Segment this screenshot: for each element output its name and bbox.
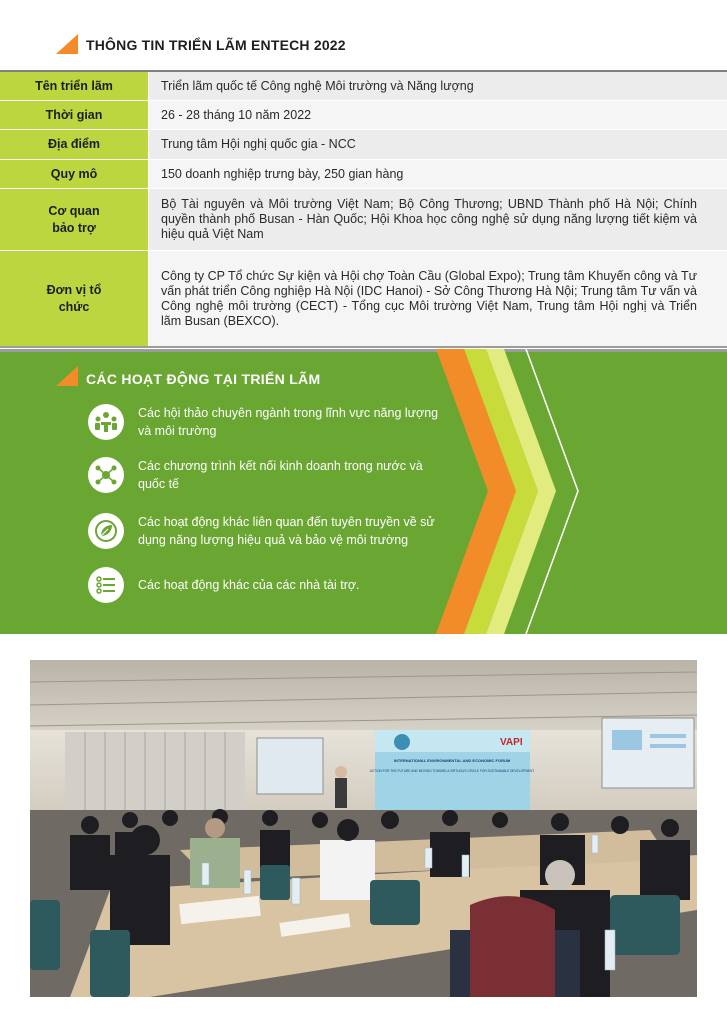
activity-item	[88, 567, 448, 607]
info-table	[0, 70, 727, 348]
conference-photo	[30, 660, 697, 997]
activity-text: Các hoạt động khác liên quan đến tuyên truyền về sử dụng năng lượng hiệu quả và bảo vệ môi trường	[138, 515, 435, 547]
info-row-name	[0, 70, 727, 101]
info-label: Địa điểm	[0, 130, 148, 159]
network-icon	[88, 457, 124, 493]
info-label: Cơ quan bảo trợ	[0, 189, 148, 250]
info-label: Tên triển lãm	[0, 72, 148, 100]
info-value: Triển lãm quốc tế Công nghệ Môi trường và Năng lượng	[148, 72, 727, 100]
info-value: 150 doanh nghiệp trưng bày, 250 gian hàng	[148, 160, 727, 188]
activity-item	[88, 404, 448, 444]
activity-text: Các hội thảo chuyên ngành trong lĩnh vực năng lượng và môi trường	[138, 406, 439, 438]
activity-text: Các chương trình kết nối kinh doanh trong nước và quốc tế	[138, 459, 423, 491]
banner-title: INTERNATIONAL ENVIRONMENTAL AND ECONOMIC FORUM	[393, 758, 511, 763]
banner-subtitle: ACTION FOR THE FUTURE AND MOVING TOWARD A VIRTUOUS CIRCLE FOR SUSTAINABLE DEVELOPMENT	[369, 769, 535, 773]
activities-section	[0, 349, 727, 634]
info-label: Thời gian	[0, 101, 148, 129]
orange-triangle-icon	[56, 34, 78, 54]
list-icon	[88, 567, 124, 603]
info-label: Đơn vị tổ chức	[0, 251, 148, 346]
page-header	[0, 0, 727, 70]
info-row-time	[0, 101, 727, 130]
conference-illustration	[30, 660, 697, 997]
page-title: THÔNG TIN TRIỂN LÃM ENTECH 2022	[86, 37, 346, 53]
info-row-sponsor	[0, 189, 727, 251]
meeting-icon	[88, 404, 124, 440]
info-row-organizer	[0, 251, 727, 348]
activity-text: Các hoạt động khác của các nhà tài trợ.	[138, 578, 360, 592]
banner-logo: VAPI	[500, 737, 523, 748]
section-title: CÁC HOẠT ĐỘNG TẠI TRIỂN LÃM	[86, 371, 321, 387]
activity-item	[88, 513, 448, 553]
activity-item	[88, 457, 448, 497]
info-row-scale	[0, 160, 727, 189]
eco-leaf-icon	[88, 513, 124, 549]
info-value: Bộ Tài nguyên và Môi trường Việt Nam; Bộ Công Thương; UBND Thành phố Hà Nội; Chính quyền thành phố Busan - Hàn Quốc; Hội Khoa học công nghệ sử dụng năng lượng tiết kiệm và hiệu quả Việt Nam	[148, 189, 727, 250]
info-label: Quy mô	[0, 160, 148, 188]
info-value: Trung tâm Hội nghị quốc gia - NCC	[148, 130, 727, 159]
info-value: 26 - 28 tháng 10 năm 2022	[148, 101, 727, 129]
info-row-location	[0, 130, 727, 160]
info-value: Công ty CP Tổ chức Sự kiện và Hội chợ Toàn Cầu (Global Expo); Trung tâm Khuyến công và Tư vấn phát triển Công nghiệp Hà Nội (IDC Hanoi) - Sở Công Thương Hà Nội; Trung tâm Tư vấn và Công nghệ môi trường (CECT) - Tổng cục Môi trường Việt Nam, Trung tâm Hội nghị và Triển lãm Busan (BEXCO).	[148, 251, 727, 346]
orange-triangle-icon	[56, 366, 78, 386]
